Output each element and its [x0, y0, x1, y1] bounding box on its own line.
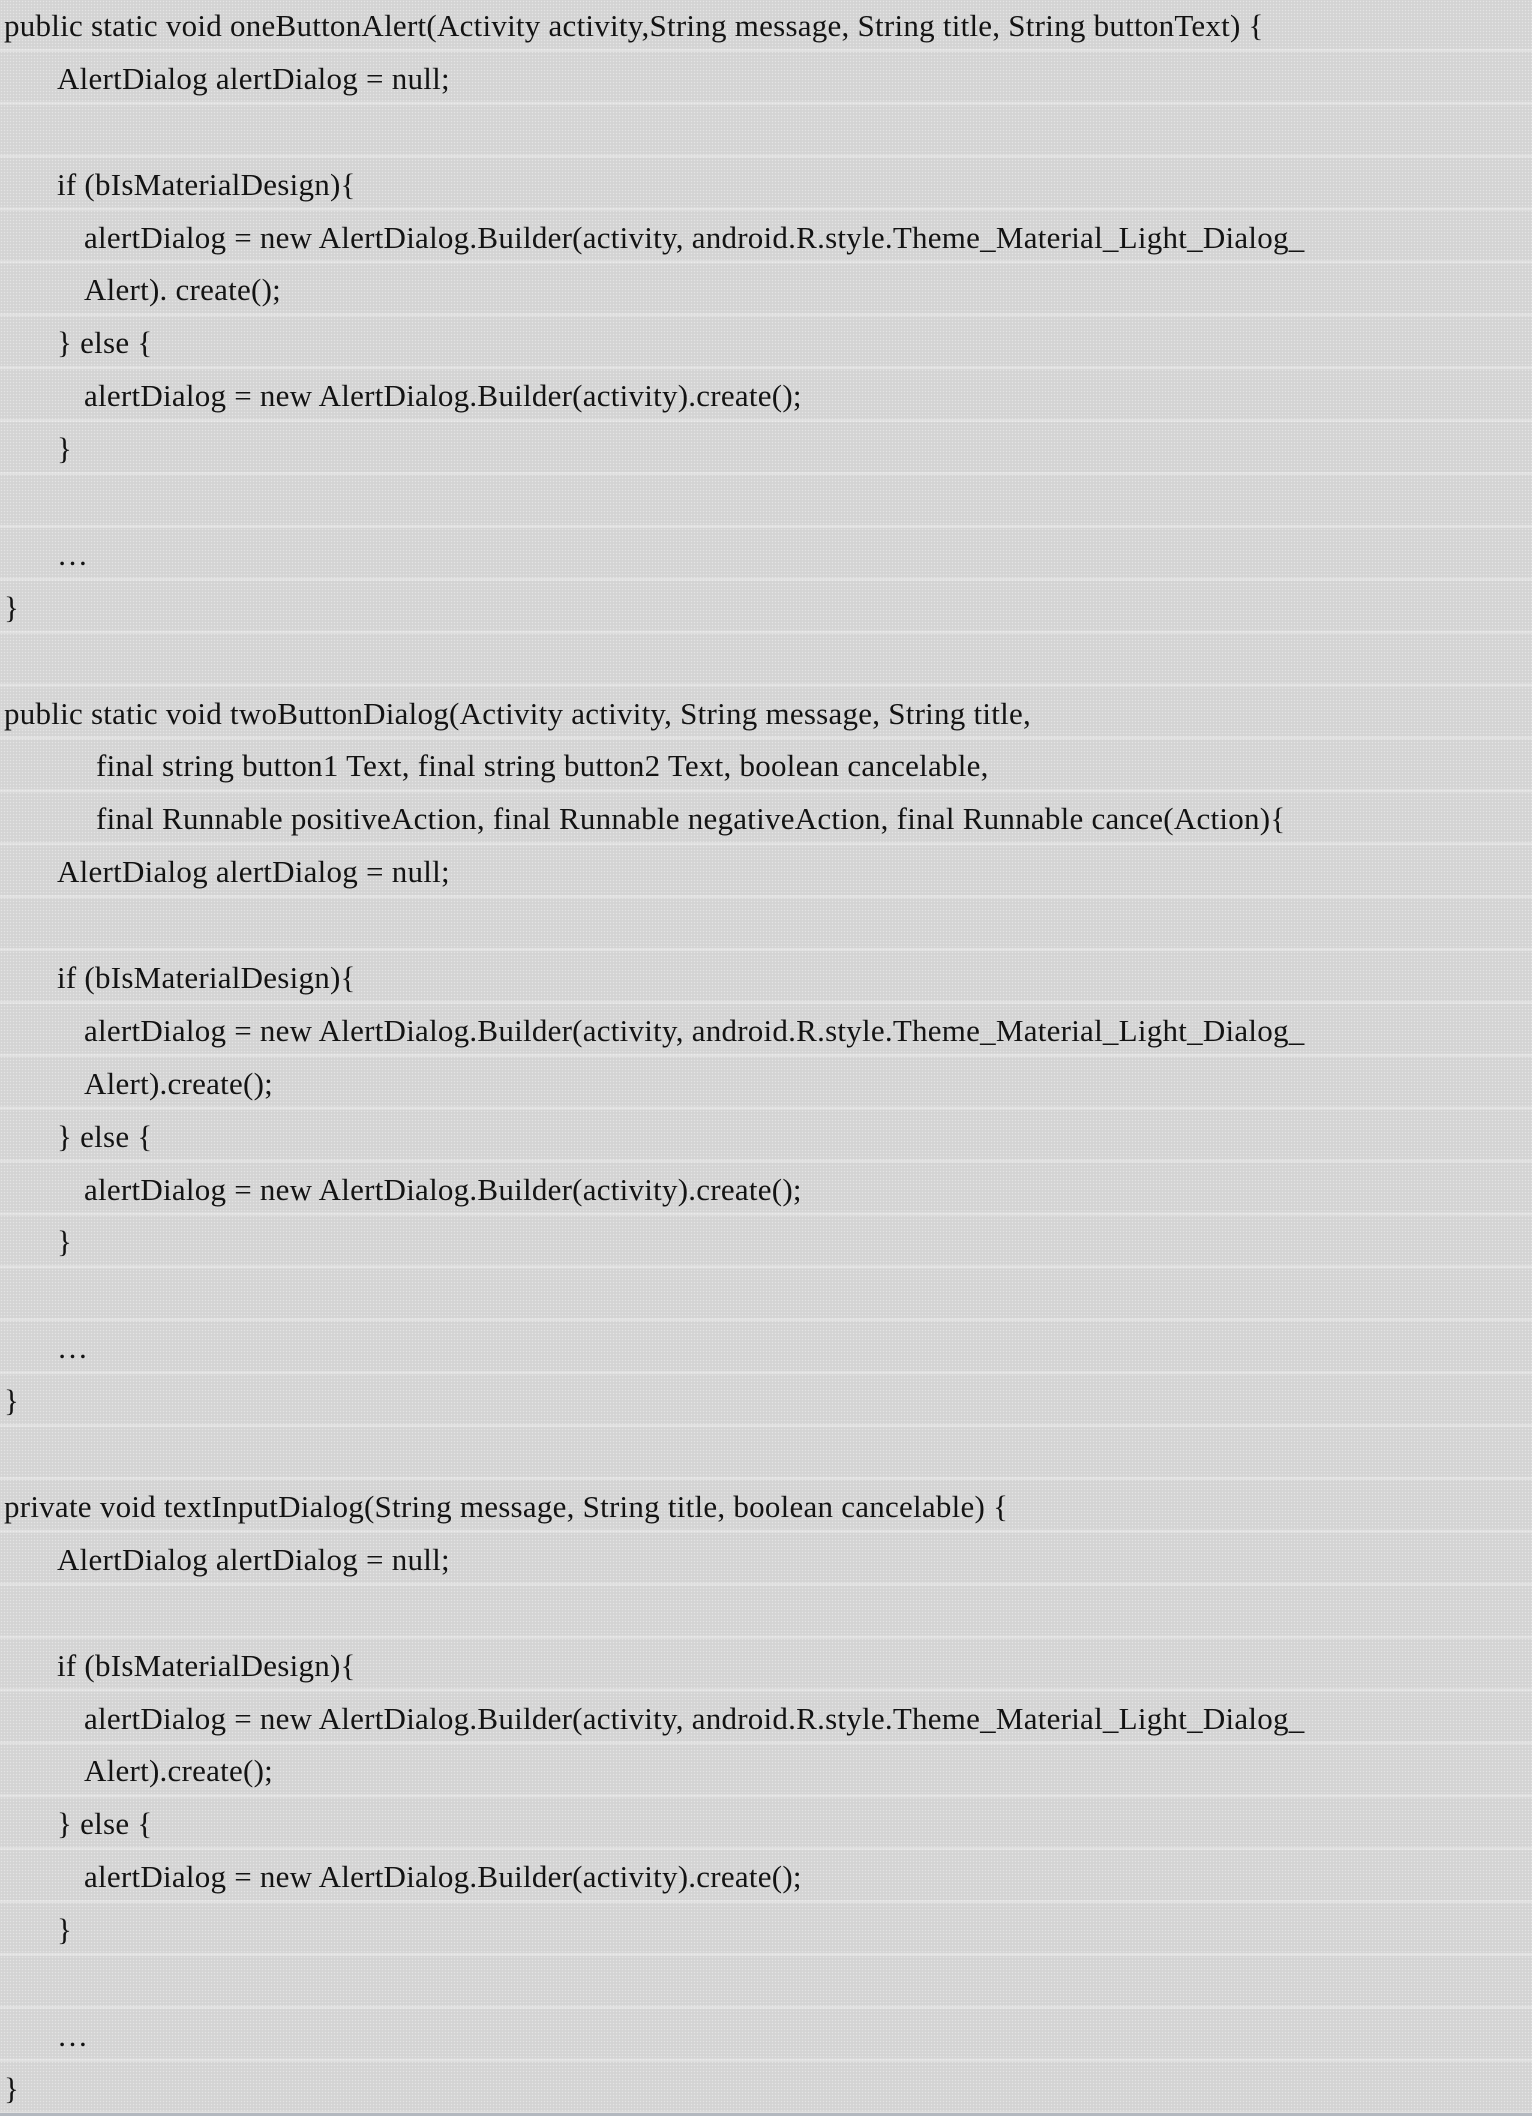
code-line: if (bIsMaterialDesign){	[57, 960, 356, 996]
code-line: …	[57, 2017, 89, 2053]
code-line: private void textInputDialog(String message, String title, boolean cancelable) {	[4, 1488, 1009, 1524]
code-line	[0, 1957, 1532, 2010]
code-line	[0, 106, 1532, 159]
code-line: alertDialog = new AlertDialog.Builder(activity, android.R.style.Theme_Material_Light_Dialog_	[84, 219, 1305, 255]
code-line	[0, 476, 1532, 529]
code-line: public static void oneButtonAlert(Activity activity,String message, String title, String buttonText) {	[4, 8, 1264, 43]
code-line	[0, 899, 1532, 952]
code-line	[0, 1587, 1532, 1640]
code-line: } else {	[57, 1806, 153, 1842]
code-line: AlertDialog alertDialog = null;	[57, 854, 450, 890]
code-line: Alert).create();	[84, 1753, 274, 1789]
code-line: alertDialog = new AlertDialog.Builder(activity).create();	[84, 1171, 802, 1207]
code-line: final Runnable positiveAction, final Runnable negativeAction, final Runnable cance(Action){	[96, 801, 1286, 837]
code-line: final string button1 Text, final string button2 Text, boolean cancelable,	[96, 748, 989, 784]
code-line: Alert). create();	[84, 272, 282, 308]
code-line: } else {	[57, 1118, 153, 1154]
code-line	[0, 1269, 1532, 1322]
code-line: if (bIsMaterialDesign){	[57, 1647, 356, 1683]
code-line: }	[4, 589, 20, 625]
code-line: }	[57, 1224, 73, 1260]
code-line: alertDialog = new AlertDialog.Builder(activity).create();	[84, 378, 802, 414]
code-line: alertDialog = new AlertDialog.Builder(activity, android.R.style.Theme_Material_Light_Dialog_	[84, 1700, 1305, 1736]
code-line: }	[4, 1383, 20, 1419]
code-line: }	[57, 431, 73, 467]
code-line: …	[57, 1330, 89, 1366]
code-line: AlertDialog alertDialog = null;	[57, 1541, 450, 1577]
code-line	[0, 635, 1532, 688]
code-line: public static void twoButtonDialog(Activity activity, String message, String title,	[4, 695, 1031, 731]
code-line: } else {	[57, 325, 153, 361]
code-line: …	[57, 536, 89, 572]
code-line: }	[57, 1912, 73, 1948]
code-line: alertDialog = new AlertDialog.Builder(activity, android.R.style.Theme_Material_Light_Dialog_	[84, 1012, 1305, 1048]
code-line: AlertDialog alertDialog = null;	[57, 60, 450, 96]
code-line: alertDialog = new AlertDialog.Builder(activity).create();	[84, 1859, 802, 1895]
code-line	[0, 1428, 1532, 1481]
code-line: Alert).create();	[84, 1065, 274, 1101]
code-line: }	[4, 2070, 20, 2106]
code-line: if (bIsMaterialDesign){	[57, 166, 356, 202]
